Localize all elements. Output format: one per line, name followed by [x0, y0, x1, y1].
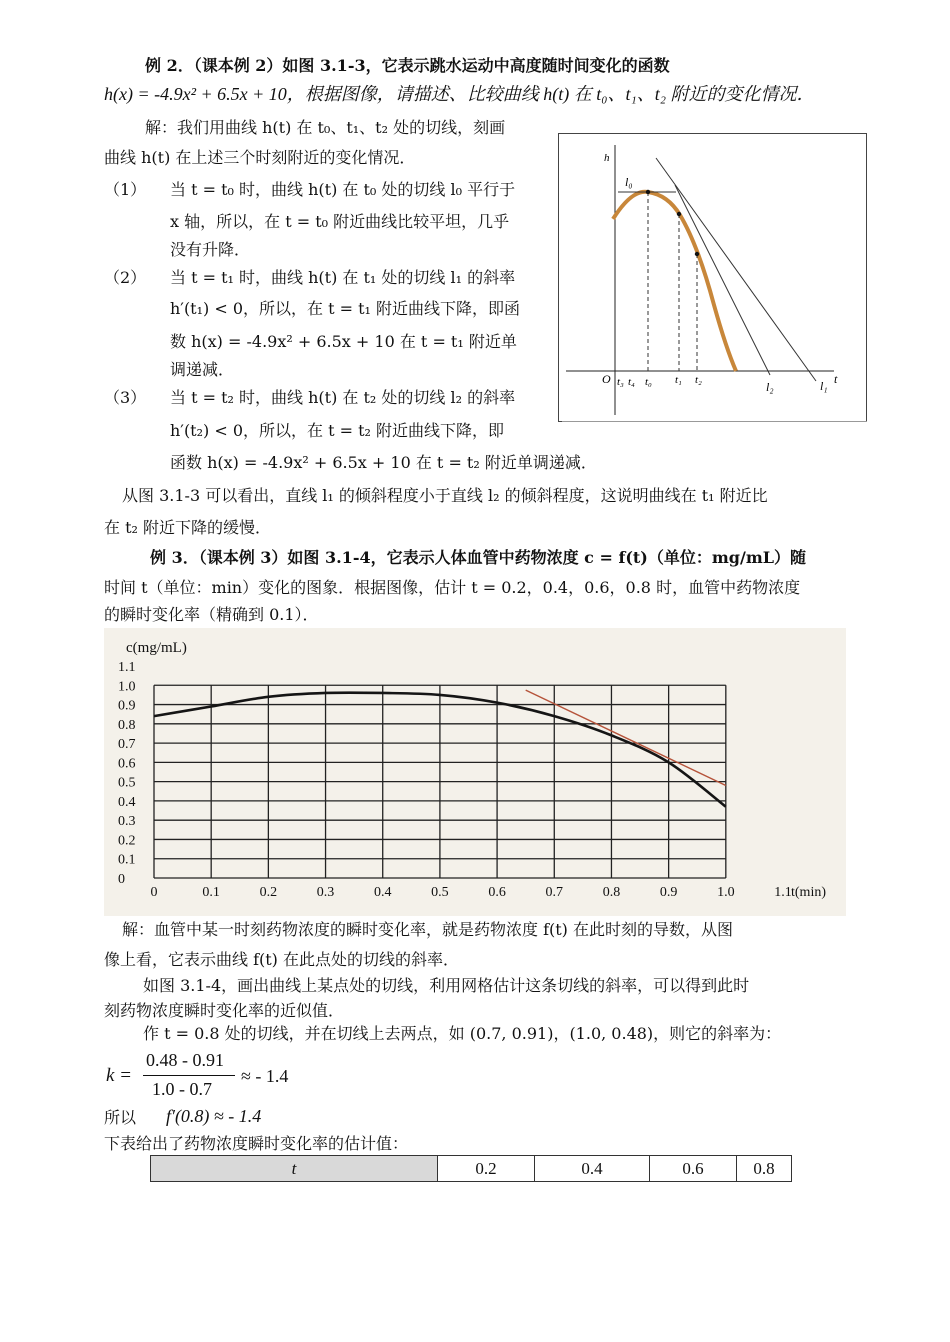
- figure-3-1-4-chart: [104, 628, 846, 916]
- label-l2: l₂: [766, 380, 774, 394]
- example2-function: h(x) = -4.9x² + 6.5x + 10，根据图像，请描述、比较曲线 h(t) 在 t₀、t₁、t₂ 附近的变化情况．: [104, 84, 815, 104]
- x-tick-label: 0.3: [316, 885, 335, 900]
- point-t0: [646, 190, 650, 194]
- example2-title: 例 2．（课本例 2）如图 3.1-3，它表示跳水运动中高度随时间变化的函数: [145, 56, 670, 75]
- item3-text-a: 当 t = t₂ 时，曲线 h(t) 在 t₂ 处的切线 l₂ 的斜率: [170, 388, 516, 407]
- example3-solution-5: 作 t = 0.8 处的切线，并在切线上去两点，如 (0.7, 0.91)，(1.0, 0.48)，则它的斜率为：: [143, 1024, 782, 1043]
- slope-denominator: 1.0 - 0.7: [152, 1079, 212, 1099]
- item2-text-b: h′(t₁) < 0，所以，在 t = t₁ 附近曲线下降，即函: [170, 299, 521, 318]
- x-tick-label: 0.1: [202, 885, 220, 900]
- x-tick-label: 1.1: [774, 885, 792, 900]
- y-tick-label: 1.1: [118, 660, 136, 675]
- label-l1: l₁: [820, 379, 828, 393]
- point-t2: [695, 252, 699, 256]
- item2-text-d: 调递减．: [170, 360, 235, 379]
- item2-text-c: 数 h(x) = -4.9x² + 6.5x + 10 在 t = t₁ 附近单: [170, 332, 517, 351]
- item2-text-a: 当 t = t₁ 时，曲线 h(t) 在 t₁ 处的切线 l₁ 的斜率: [170, 268, 516, 287]
- tick-t4: t₄: [628, 376, 635, 388]
- origin-label: O: [602, 372, 611, 386]
- chart-xlabel: t(min): [791, 885, 826, 900]
- slope-k-lhs: k =: [106, 1065, 133, 1086]
- tick-t1: t₁: [675, 374, 682, 386]
- example3-text-3: 的瞬时变化率（精确到 0.1）．: [104, 605, 319, 624]
- y-tick-label: 0.5: [118, 775, 136, 791]
- h-axis-label: h: [604, 152, 610, 164]
- example3-solution-3: 如图 3.1-4，画出曲线上某点处的切线，利用网格估计这条切线的斜率，可以得到此时: [143, 976, 750, 995]
- y-tick-label: 0.1: [118, 852, 136, 868]
- y-tick-label: 1.0: [118, 679, 136, 695]
- fraction-bar: [143, 1075, 235, 1076]
- slope-result: ≈ - 1.4: [241, 1066, 289, 1086]
- conclusion-2: 在 t₂ 附近下降的缓慢．: [104, 518, 272, 537]
- example3-solution-1: 解：血管中某一时刻药物浓度的瞬时变化率，就是药物浓度 f(t) 在此时刻的导数，从图: [122, 920, 734, 939]
- x-tick-label: 0.5: [431, 885, 449, 900]
- example3-title: 例 3．（课本例 3）如图 3.1-4，它表示人体血管中药物浓度 c = f(t)（单位：mg/mL）随: [150, 548, 807, 567]
- estimate-table: [150, 1155, 792, 1182]
- x-tick-label: 0.7: [545, 885, 564, 900]
- table-cell: 0.2: [438, 1156, 535, 1182]
- table-row: [151, 1156, 792, 1182]
- example2-solution-2: 曲线 h(t) 在上述三个时刻附近的变化情况．: [104, 148, 416, 167]
- figure-3-1-3: [558, 133, 867, 422]
- chart-background: [104, 628, 846, 916]
- y-tick-label: 0.7: [118, 737, 136, 753]
- so-label: 所以: [104, 1108, 137, 1127]
- example3-solution-4: 刻药物浓度瞬时变化率的近似值．: [104, 1001, 345, 1020]
- y-tick-label: 0: [118, 872, 125, 887]
- label-l0: l₀: [625, 175, 633, 189]
- x-tick-label: 0: [150, 885, 158, 900]
- tick-t3: t₃: [617, 376, 624, 388]
- x-tick-label: 1.0: [717, 885, 735, 900]
- y-tick-label: 0.8: [118, 717, 136, 733]
- table-cell: 0.6: [650, 1156, 737, 1182]
- x-tick-label: 0.8: [602, 885, 621, 900]
- y-tick-label: 0.9: [118, 698, 136, 714]
- item2-number: （2）: [104, 268, 147, 287]
- point-t1: [677, 212, 681, 216]
- y-tick-label: 0.3: [118, 814, 136, 830]
- table-header-t: t: [151, 1156, 438, 1182]
- table-cell: 0.4: [535, 1156, 650, 1182]
- x-tick-label: 0.4: [373, 885, 392, 900]
- y-tick-label: 0.2: [118, 833, 136, 849]
- slope-numerator: 0.48 - 0.91: [146, 1050, 224, 1070]
- item3-number: （3）: [104, 388, 147, 407]
- x-tick-label: 0.2: [259, 885, 278, 900]
- example3-solution-2: 像上看，它表示曲线 f(t) 在此点处的切线的斜率．: [104, 950, 460, 969]
- t-axis-label: t: [834, 372, 838, 386]
- item1-text-c: 没有升降．: [170, 240, 251, 259]
- y-tick-label: 0.6: [118, 756, 136, 772]
- item1-text-b: x 轴，所以，在 t = t₀ 附近曲线比较平坦，几乎: [170, 212, 510, 231]
- item1-text-a: 当 t = t₀ 时，曲线 h(t) 在 t₀ 处的切线 l₀ 平行于: [170, 180, 516, 199]
- item3-text-b: h′(t₂) < 0，所以，在 t = t₂ 附近曲线下降，即: [170, 421, 505, 440]
- item3-text-c: 函数 h(x) = -4.9x² + 6.5x + 10 在 t = t₂ 附近单调递减．: [170, 453, 597, 472]
- item1-number: （1）: [104, 180, 147, 199]
- table-cell: 0.8: [737, 1156, 792, 1182]
- y-tick-label: 0.4: [118, 794, 136, 810]
- example3-text-2: 时间 t（单位：min）变化的图象．根据图像，估计 t = 0.2，0.4，0.6，0.8 时，血管中药物浓度: [104, 578, 801, 597]
- tick-t0: t₀: [645, 376, 652, 388]
- conclusion-1: 从图 3.1-3 可以看出，直线 l₁ 的倾斜程度小于直线 l₂ 的倾斜程度，这说明曲线在 t₁ 附近比: [122, 486, 768, 505]
- tick-t2: t₂: [695, 374, 702, 386]
- x-tick-label: 0.9: [659, 885, 678, 900]
- chart-ylabel: c(mg/mL): [126, 640, 187, 656]
- x-tick-label: 0.6: [488, 885, 506, 900]
- example2-solution-1: 解：我们用曲线 h(t) 在 t₀、t₁、t₂ 处的切线，刻画: [145, 118, 506, 137]
- table-intro: 下表给出了药物浓度瞬时变化率的估计值：: [104, 1134, 409, 1153]
- derivative-estimate: f′(0.8) ≈ - 1.4: [166, 1106, 262, 1126]
